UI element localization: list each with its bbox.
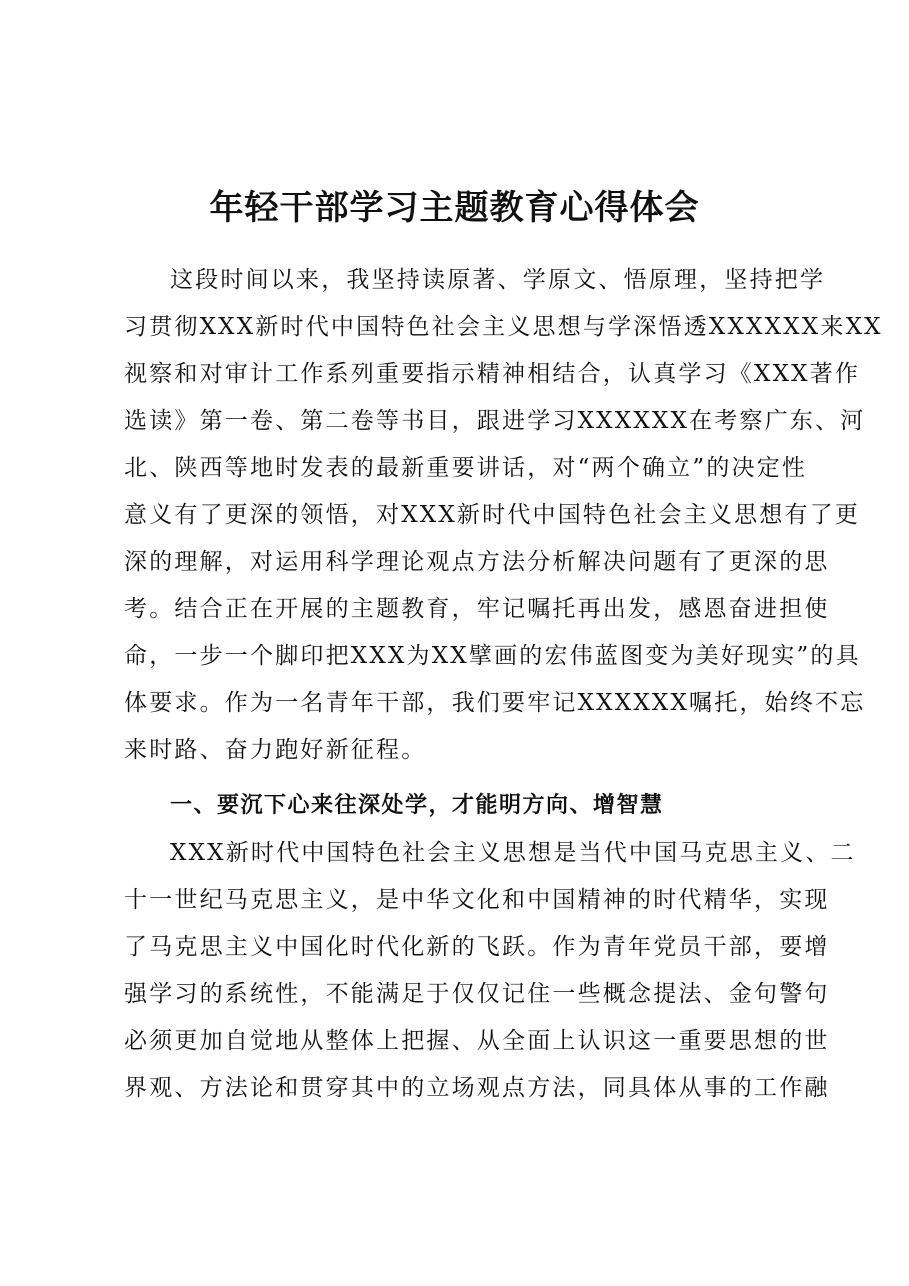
paragraph-line: 北、陕西等地时发表的最新重要讲话，对“两个确立”的决定性: [124, 455, 808, 481]
paragraph-line: 体要求。作为一名青年干部，我们要牢记XXXXXX嘱托，始终不忘: [124, 690, 866, 716]
paragraph-section-1: [124, 830, 856, 1112]
paragraph-line: 来时路、奋力跑好新征程。: [124, 737, 427, 763]
paragraph-line: XXX新时代中国特色社会主义思想是当代中国马克思主义、二: [170, 840, 856, 866]
paragraph-line: 意义有了更深的领悟，对XXX新时代中国特色社会主义思想有了更: [124, 502, 861, 528]
paragraph-line: 界观、方法论和贯穿其中的立场观点方法，同具体从事的工作融: [124, 1075, 830, 1101]
paragraph-line: 命，一步一个脚印把XXX为XX擘画的宏伟蓝图变为美好现实”的具: [124, 643, 861, 669]
paragraph-line: 选读》第一卷、第二卷等书目，跟进学习XXXXXX在考察广东、河: [124, 408, 866, 434]
paragraph-line: 视察和对审计工作系列重要指示精神相结合，认真学习《XXX著作: [124, 361, 861, 387]
paragraph-line: 习贯彻XXX新时代中国特色社会主义思想与学深悟透XXXXXX来XX: [124, 314, 883, 340]
paragraph-line: 深的理解，对运用科学理论观点方法分析解决问题有了更深的思: [124, 549, 830, 575]
paragraph-line: 强学习的系统性，不能满足于仅仅记住一些概念提法、金句警句: [124, 981, 830, 1007]
paragraph-line: 考。结合正在开展的主题教育，牢记嘱托再出发，感恩奋进担使: [124, 596, 830, 622]
section-heading: 一、要沉下心来往深处学，才能明方向、增智慧: [170, 793, 664, 818]
document-title: 年轻干部学习主题教育心得体会: [209, 188, 700, 228]
paragraph-line: 十一世纪马克思主义，是中华文化和中国精神的时代精华，实现: [124, 887, 830, 913]
paragraph-intro: [124, 257, 883, 774]
paragraph-line: 这段时间以来，我坚持读原著、学原文、悟原理，坚持把学: [170, 267, 826, 293]
paragraph-line: 了马克思主义中国化时代化新的飞跃。作为青年党员干部，要增: [124, 934, 830, 960]
paragraph-line: 必须更加自觉地从整体上把握、从全面上认识这一重要思想的世: [124, 1028, 830, 1054]
